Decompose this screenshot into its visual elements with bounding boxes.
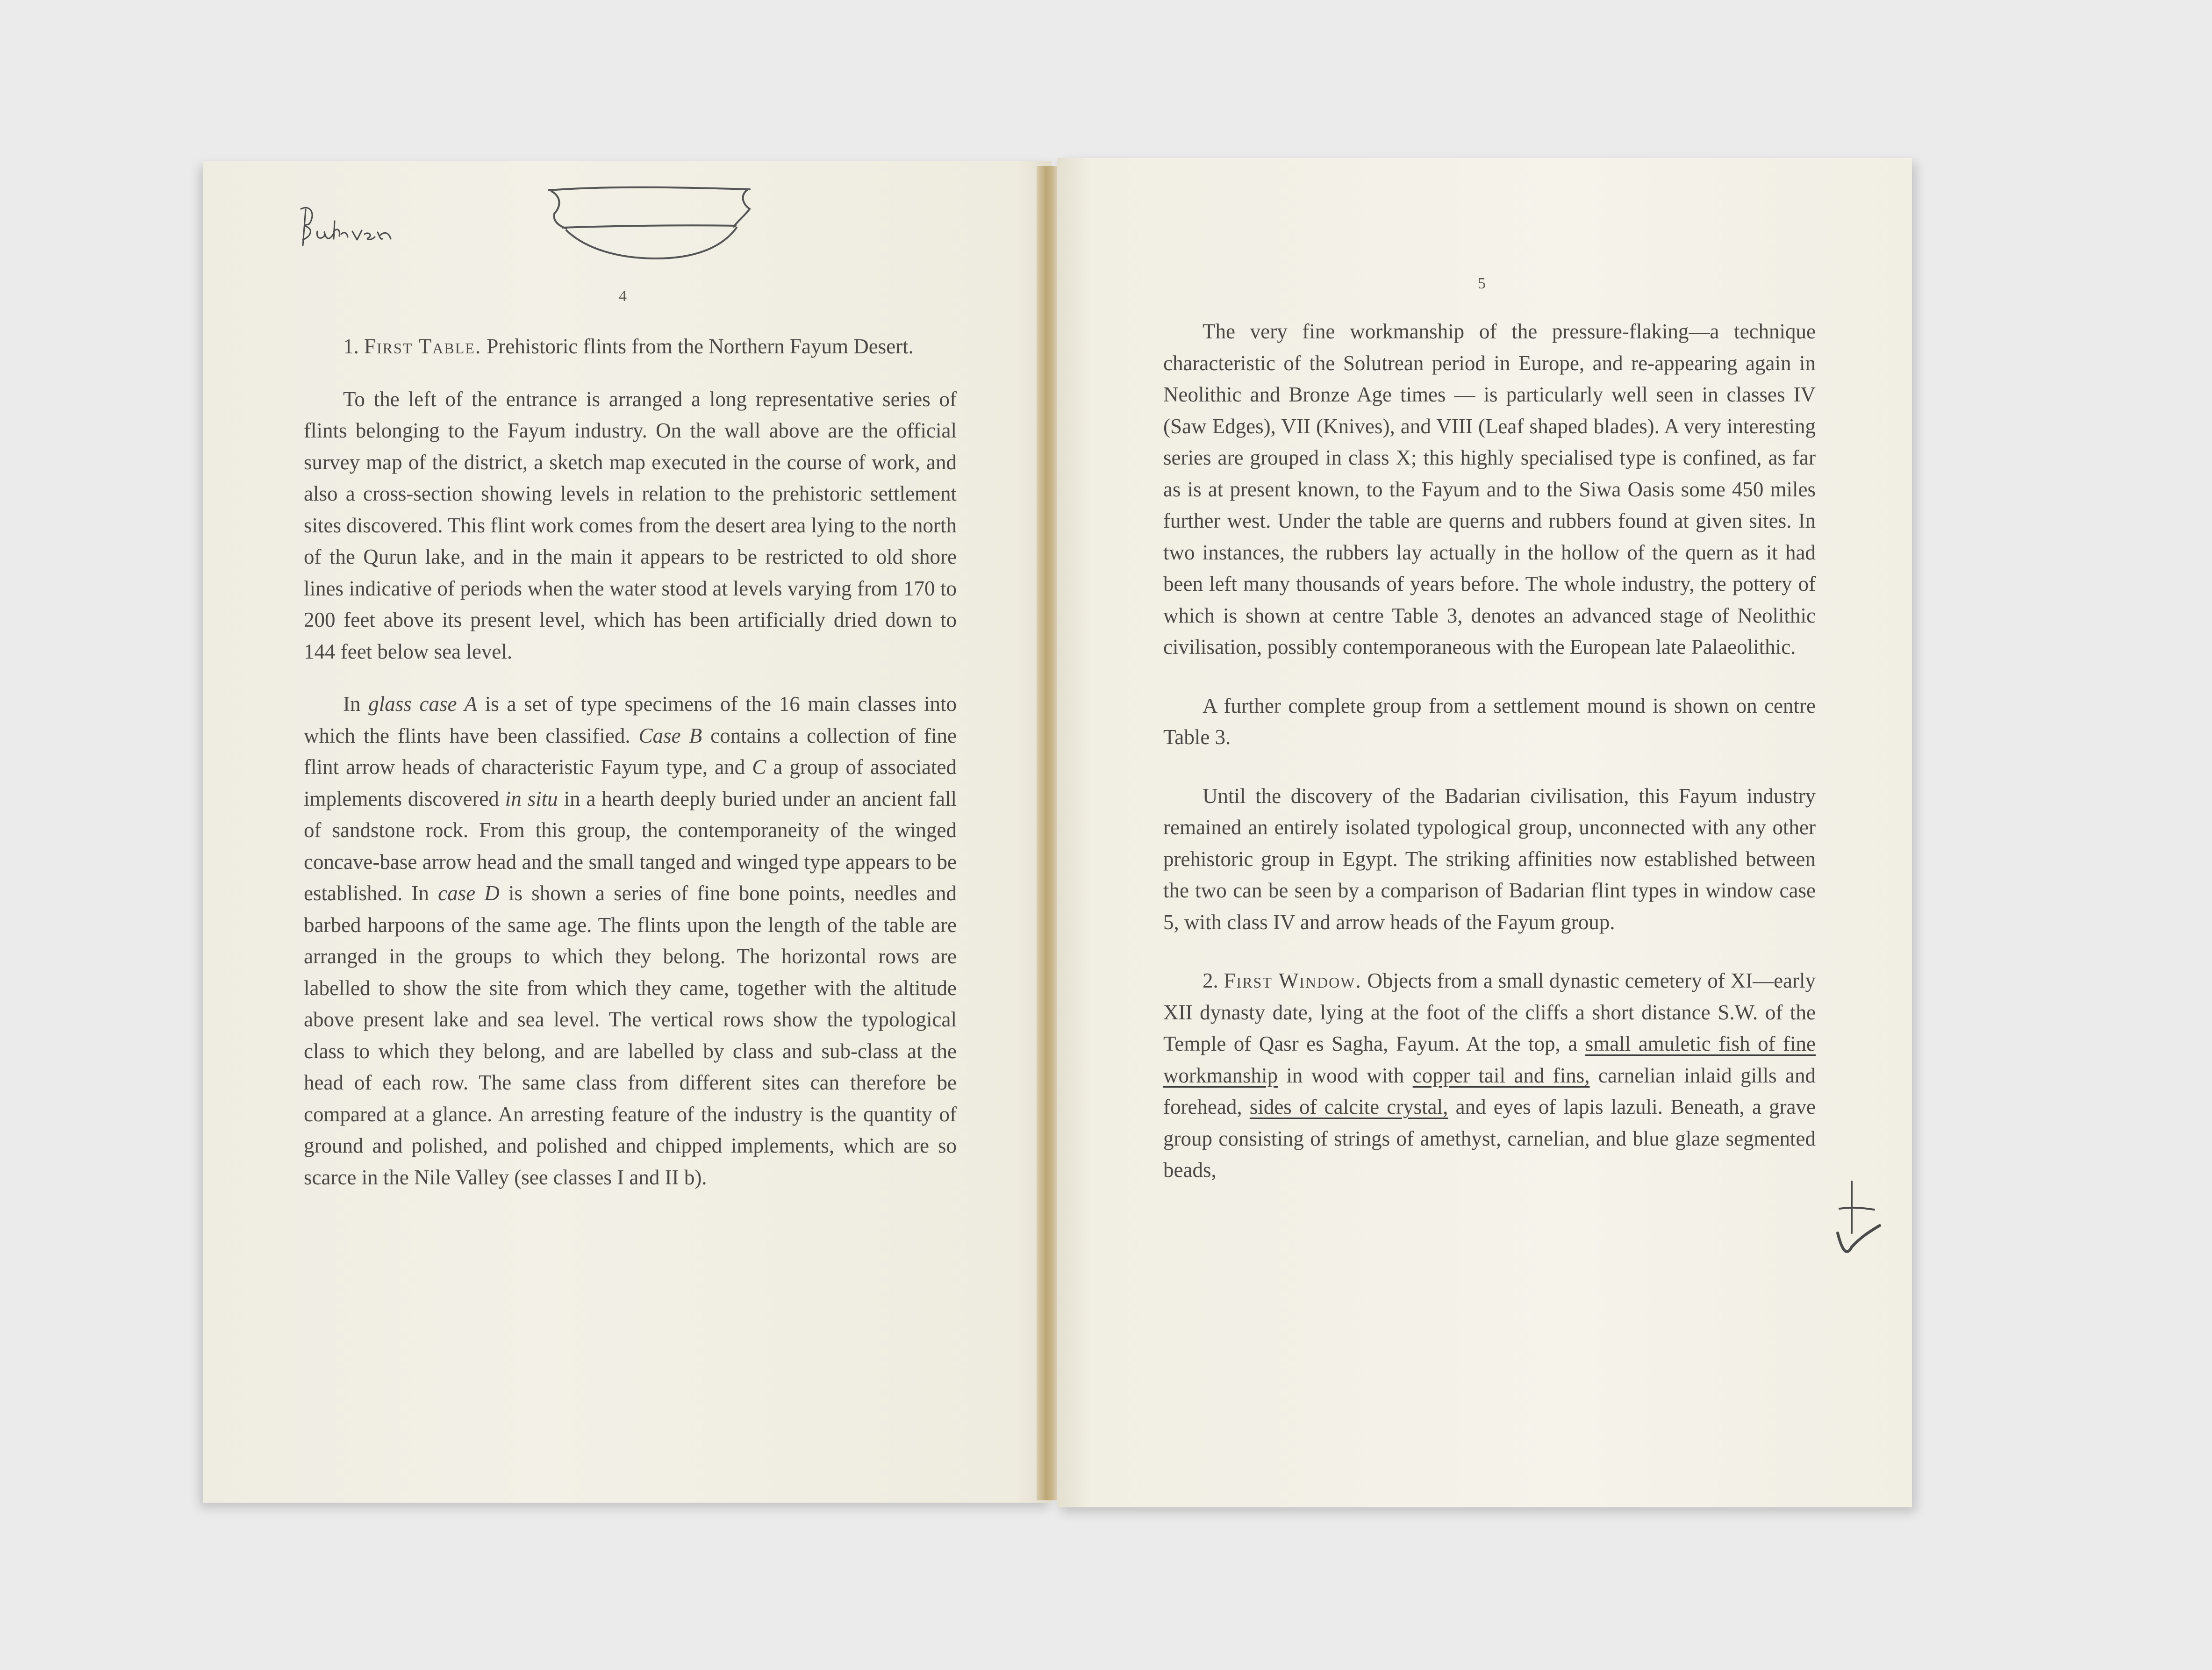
paragraph-settlement-mound: A further complete group from a settlement mound is shown on centre Table 3. xyxy=(1163,694,1816,749)
paragraph-glass-cases: In glass case A is a set of type specimens of the 16 main classes into which the flints have been classified. Case B contains a collection of fine flint arrow heads of characteristic Fayum type, and C a group of associated implements discovered in situ in a hearth deeply buried under an ancient fall of sandstone rock. From this group, the contemporaneity of the winged concave-base arrow head and the small tanged and winged type appears to be established. In case D is shown a series of fine bone points, needles and barbed harpoons of the same age. The flints upon the length of the table are arranged in the groups to which they belong. The horizontal rows are labelled to show the site from which they came, together with the altitude above present lake and sea level. The vertical rows show the typological class to which they belong, and are labelled by class and sub-class at the head of each row. The same class from different sites can therefore be compared at a glance. An arresting feature of the industry is the quantity of ground and polished, and polished and chipped implements, which are so scarce in the Nile Valley (see classes I and II b). xyxy=(304,692,957,1189)
underlined-calcite-sides: sides of calcite crystal, xyxy=(1249,1095,1448,1118)
right-text-column xyxy=(1163,316,1816,1186)
left-page xyxy=(203,161,1052,1503)
page-number: 4 xyxy=(619,287,627,305)
first-table-heading xyxy=(304,331,957,363)
underlined-copper-tail: copper tail and fins, xyxy=(1412,1063,1590,1087)
book-gutter xyxy=(1037,166,1058,1500)
section-number: 1. xyxy=(343,335,359,358)
paragraph-workmanship: The very fine workmanship of the pressure-flaking—a technique characteristic of the Solutrean period in Europe, and re-appearing again in Neolithic and Bronze Age times — is particularly well seen in classes IV (Saw Edges), VII (Knives), and VIII (Leaf shaped blades). A very interesting series are grouped in class X; this highly specialised type is confined, as far as is at present known, to the Fayum and to the Siwa Oasis some 450 miles further west. Under the table are querns and rubbers found at given sites. In two instances, the rubbers lay actually in the hollow of the quern as it had been left many thousands of years before. The whole industry, the pottery of which is shown at centre Table 3, denotes an advanced stage of Neolithic civilisation, possibly contemporaneous with the European late Palaeolithic. xyxy=(1163,320,1816,659)
paragraph-badarian: Until the discovery of the Badarian civilisation, this Fayum industry remained an entirely isolated typological group, unconnected with any other prehistoric group in Egypt. The striking affinities now established between the two can be seen by a comparison of Badarian flint types in window case 5, with class IV and arrow heads of the Fayum group. xyxy=(1163,784,1816,934)
right-page xyxy=(1057,158,1912,1507)
handwritten-badarian-note xyxy=(282,161,413,255)
handwritten-pot-sketch xyxy=(544,175,759,269)
paragraph-entrance: To the left of the entrance is arranged a long representative series of flints belonging to the Fayum industry. On the wall above are the official survey map of the district, a sketch map executed in the course of work, and also a cross-section showing levels in relation to the prehistoric settlement sites discovered. This flint work comes from the desert area lying to the north of the Qurun lake, and in the main it appears to be restricted to old shore lines indicative of periods when the water stood at levels varying from 170 to 200 feet above its present level, which has been artificially dried down to 144 feet below sea level. xyxy=(304,387,957,663)
page-number: 5 xyxy=(1478,275,1486,292)
case-b-ref: Case B xyxy=(638,724,702,747)
case-d-ref: case D xyxy=(438,882,500,905)
case-c-ref: C xyxy=(752,755,766,779)
in-situ-term: in situ xyxy=(505,787,558,810)
section-number: 2. xyxy=(1203,969,1218,992)
left-text-column xyxy=(304,331,957,1193)
section-heading: First Table. xyxy=(364,335,482,358)
first-window-section: 2. First Window. Objects from a small dynastic cemetery of XI—early XII dynasty date, lying at the foot of the cliffs a short distance S.W. of the Temple of Qasr es Sagha, Fayum. At the top, a small amuletic fish of fine workmanship in wood with copper tail and fins, carnelian inlaid gills and forehead, sides of calcite crystal, and eyes of lapis lazuli. Beneath, a grave group consisting of strings of amethyst, carnelian, and blue glaze segmented beads, xyxy=(1163,969,1816,1182)
glass-case-a-ref: glass case A xyxy=(368,692,477,716)
margin-tick-mark xyxy=(1833,1177,1889,1270)
section-heading: First Window. xyxy=(1224,969,1362,992)
underlined-amuletic-fish: small amuletic fish of fine workmanship xyxy=(1163,1032,1816,1087)
section-description: Prehistoric flints from the Northern Fayum Desert. xyxy=(487,335,914,358)
